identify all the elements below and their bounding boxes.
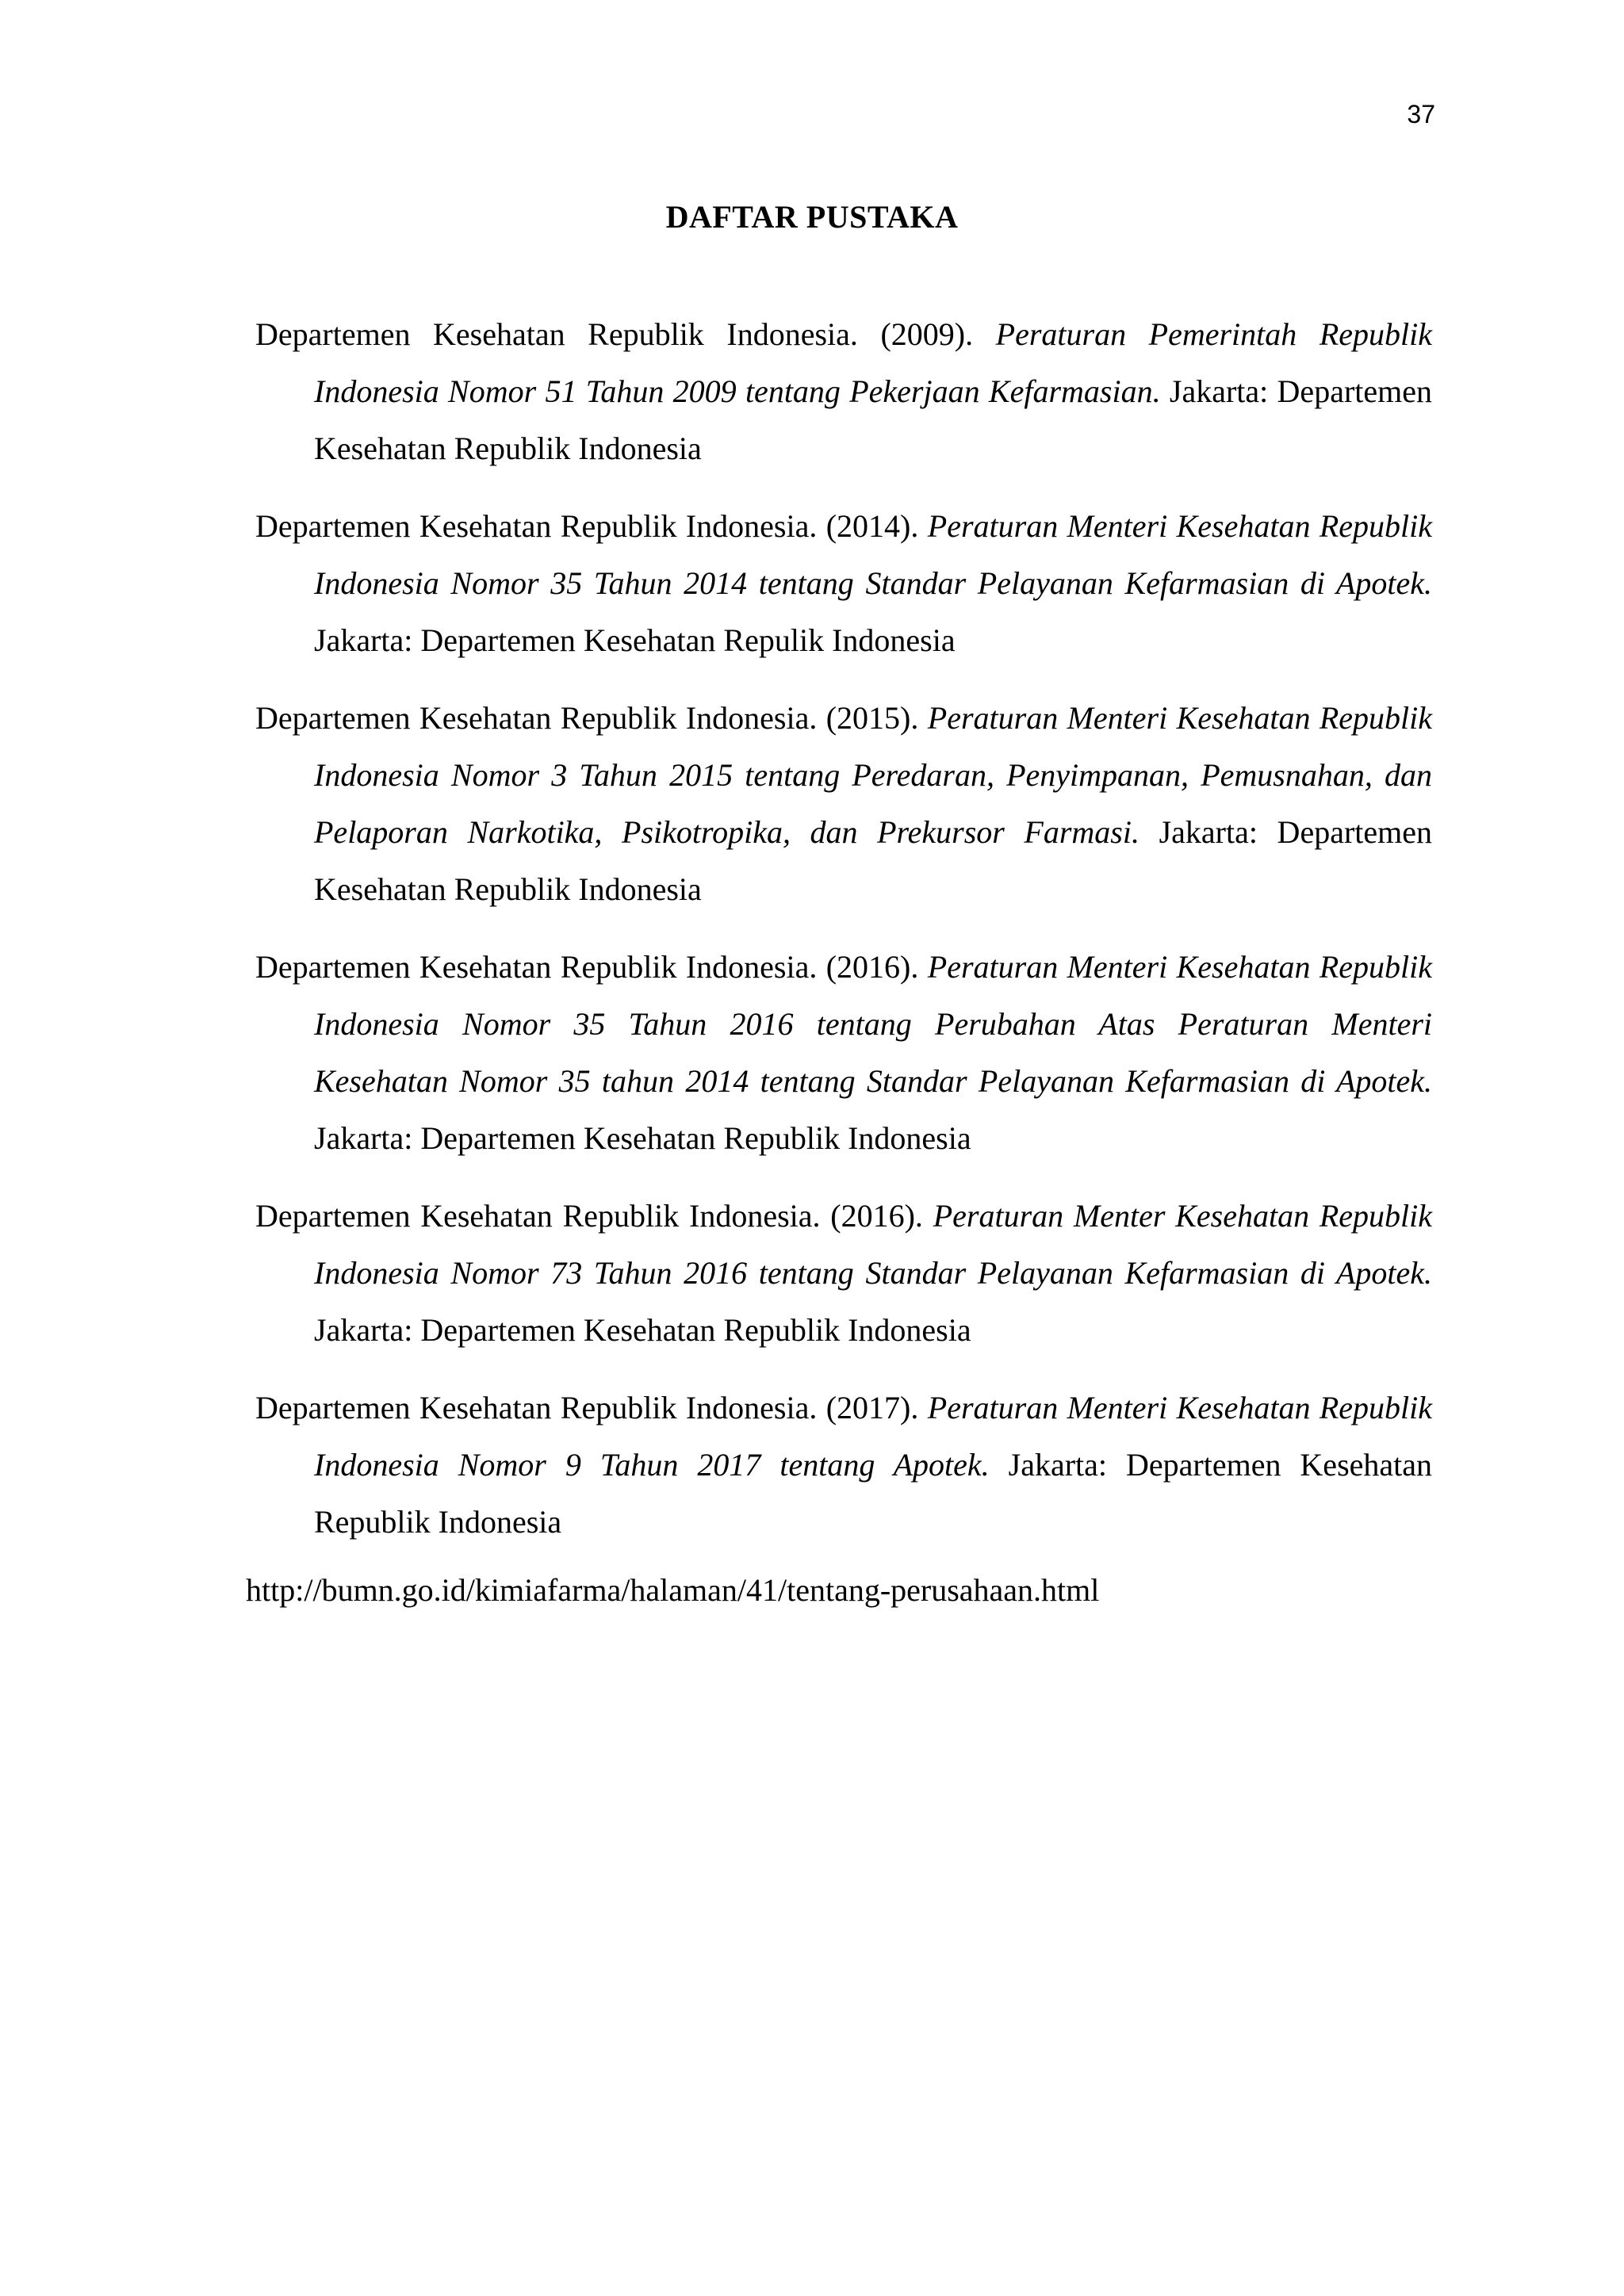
url-reference: http://bumn.go.id/kimiafarma/halaman/41/tentang-perusahaan.html [246,1572,1100,1608]
reference-author-year: Departemen Kesehatan Republik Indonesia. (2016). [255,949,919,985]
reference-publisher: Jakarta: Departemen Kesehatan Republik Indonesia [314,1312,971,1348]
reference-publisher: Jakarta: Departemen Kesehatan Republik Indonesia [314,814,1433,907]
reference-entry [255,1188,1432,1359]
reference-list [255,306,1432,1571]
reference-entry [255,306,1432,477]
reference-author-year: Departemen Kesehatan Republik Indonesia. (2015). [255,700,919,736]
reference-title: Peraturan Menteri Kesehatan Republik Indonesia Nomor 35 Tahun 2014 tentang Standar Pelayanan Kefarmasian di Apotek. [314,508,1433,601]
reference-publisher: Jakarta: Departemen Kesehatan Republik Indonesia [314,1447,1433,1540]
reference-entry [255,690,1432,918]
reference-title: Peraturan Pemerintah Republik Indonesia Nomor 51 Tahun 2009 tentang Pekerjaan Kefarmasian. [314,316,1432,409]
reference-title: Peraturan Menter Kesehatan Republik Indonesia Nomor 73 Tahun 2016 tentang Standar Pelayanan Kefarmasian di Apotek. [314,1198,1433,1291]
reference-title: Peraturan Menteri Kesehatan Republik Indonesia Nomor 3 Tahun 2015 tentang Peredaran, Penyimpanan, Pemusnahan, dan Pelaporan Narkotika, Psikotropika, dan Prekursor Farmasi. [314,700,1433,850]
reference-author-year: Departemen Kesehatan Republik Indonesia. (2009). [255,316,974,352]
reference-entry [255,498,1432,669]
reference-title: Peraturan Menteri Kesehatan Republik Indonesia Nomor 9 Tahun 2017 tentang Apotek. [314,1390,1433,1483]
reference-publisher: Jakarta: Departemen Kesehatan Republik Indonesia [314,373,1432,466]
reference-publisher: Jakarta: Departemen Kesehatan Republik Indonesia [314,1120,971,1156]
page-number: 37 [1407,100,1435,128]
reference-title: Peraturan Menteri Kesehatan Republik Indonesia Nomor 35 Tahun 2016 tentang Perubahan Atas Peraturan Menteri Kesehatan Nomor 35 tahun 2014 tentang Standar Pelayanan Kefarmasian di Apotek. [314,949,1433,1099]
reference-author-year: Departemen Kesehatan Republik Indonesia. (2016). [255,1198,923,1234]
reference-author-year: Departemen Kesehatan Republik Indonesia. (2017). [255,1390,919,1425]
reference-author-year: Departemen Kesehatan Republik Indonesia. (2014). [255,508,919,544]
reference-entry [255,939,1432,1167]
reference-entry [255,1380,1432,1551]
reference-publisher: Jakarta: Departemen Kesehatan Repulik Indonesia [314,622,956,658]
page-title: DAFTAR PUSTAKA [665,199,959,235]
